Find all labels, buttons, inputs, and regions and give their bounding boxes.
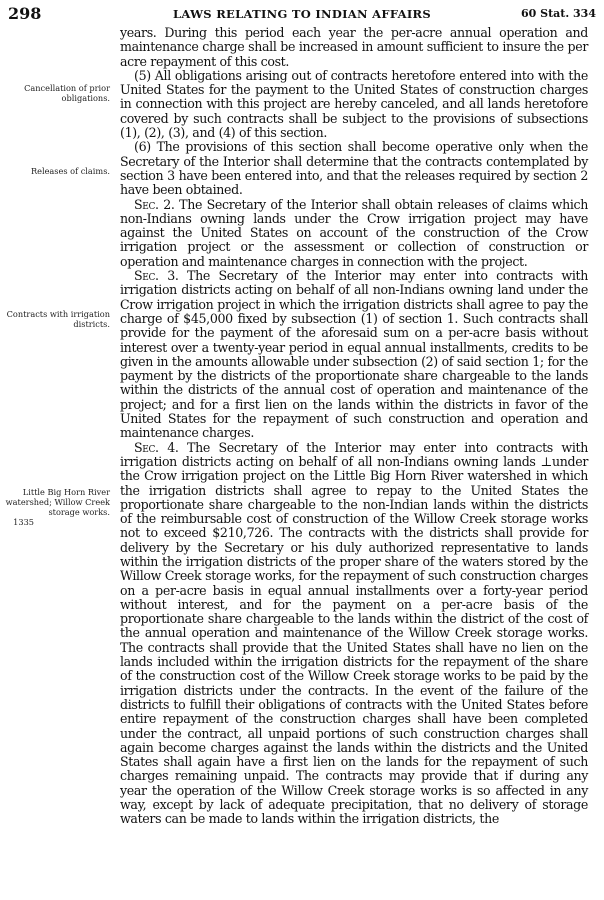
page-number: 298	[8, 4, 42, 23]
statute-reference: 60 Stat. 334	[521, 7, 596, 20]
section-paragraph: Sec. 4. The Secretary of the Interior may enter into contracts with irrigation districts acting on behalf of all non-Indians owning lands ⊥under the Crow irrigation project on the Little Big Horn River watershed in which the irrigation districts shall agree to repay to the United States the proportionate share chargeable to the non-Indian lands within the districts of the reimbursable cost of construction of the Willow Creek storage works not to exceed $210,726. The contracts with the districts shall provide for delivery by the Secretary or his duly authorized representative to lands within the irrigation districts of the proper share of the waters stored by the Willow Creek storage works, for the repayment of such construction charges on a per-acre basis in equal annual installments over a forty-year period without interest, and for the payment on a per-acre basis of the proportionate share chargeable to the lands within the district of the cost of the annual operation and maintenance of the Willow Creek storage works. The contracts shall provide that the United States shall have no lien on the lands included within the irrigation districts for the repayment of the share of the construction cost of the Willow Creek storage works to be paid by the irrigation districts under the contracts. In the event of the failure of the districts to fulfill their obligations of contracts with the United States before entire repayment of the construction charges shall have been completed under the contract, all unpaid portions of such construction charges shall again become charges against the lands within the districts and the United States shall again have a first lien on the lands for the repayment of such charges remaining unpaid. The contracts may provide that if during any year the operation of the Willow Creek storage works is so affected in any way, except by lack of adequate precipitation, that no delivery of storage waters can be made to lands within the irrigation districts, the	[120, 439, 588, 827]
section-label: Sec.	[134, 196, 159, 212]
margin-note-contracts: Contracts with irrigation districts.	[6, 309, 110, 329]
margin-note-releases: Releases of claims.	[30, 166, 110, 176]
margin-note-little-big-horn: Little Big Horn River watershed; Willow Creek storage works.	[5, 487, 110, 517]
running-title: LAWS RELATING TO INDIAN AFFAIRS	[173, 7, 431, 21]
margin-note-cancellation: Cancellation of prior obligations.	[24, 83, 110, 103]
margin-note-page-ref: 1335	[13, 517, 34, 527]
page-header	[8, 4, 596, 24]
section-paragraph: Sec. 2. The Secretary of the Interior shall obtain releases of claims which non-Indians owning lands under the Crow irrigation project may have against the United States on account of the construction of the Crow irrigation project or the assessment or collection of construction or operation and maintenance charges in connection with the project.	[120, 196, 588, 269]
paragraph: years. During this period each year the per-acre annual operation and maintenance charge shall be increased in amount sufficient to insure the per acre repayment of this cost.	[120, 25, 588, 69]
paragraph: (6) The provisions of this section shall become operative only when the Secretary of the Interior shall determine that the contracts contemplated by section 3 have been entered into, and that the releases required by section 2 have been obtained.	[120, 139, 588, 198]
section-label: Sec.	[134, 439, 159, 455]
document-body	[120, 26, 588, 827]
section-paragraph: Sec. 3. The Secretary of the Interior may enter into contracts with irrigation districts acting on behalf of all non-Indians owning land under the Crow irrigation project in which the irrigation districts shall agree to pay the charge of $45,000 fixed by subsection (1) of section 1. Such contracts shall provide for the payment of the aforesaid sum on a per-acre basis without interest over a twenty-year period in equal annual installments, credits to be given in the amounts allowable under subsection (2) of said section 1; for the payment by the districts of the proportionate share chargeable to the lands within the districts of the annual cost of operation and maintenance of the project; and for a first lien on the lands within the districts in favor of the United States for the repayment of such construction and operation and maintenance charges.	[120, 268, 588, 441]
section-label: Sec.	[134, 268, 159, 284]
paragraph: (5) All obligations arising out of contracts heretofore entered into with the United States for the payment to the United States of construction charges in connection with this project are hereby canceled, and all lands heretofore covered by such contracts shall be subject to the provisions of subsections (1), (2), (3), and (4) of this section.	[120, 67, 588, 141]
